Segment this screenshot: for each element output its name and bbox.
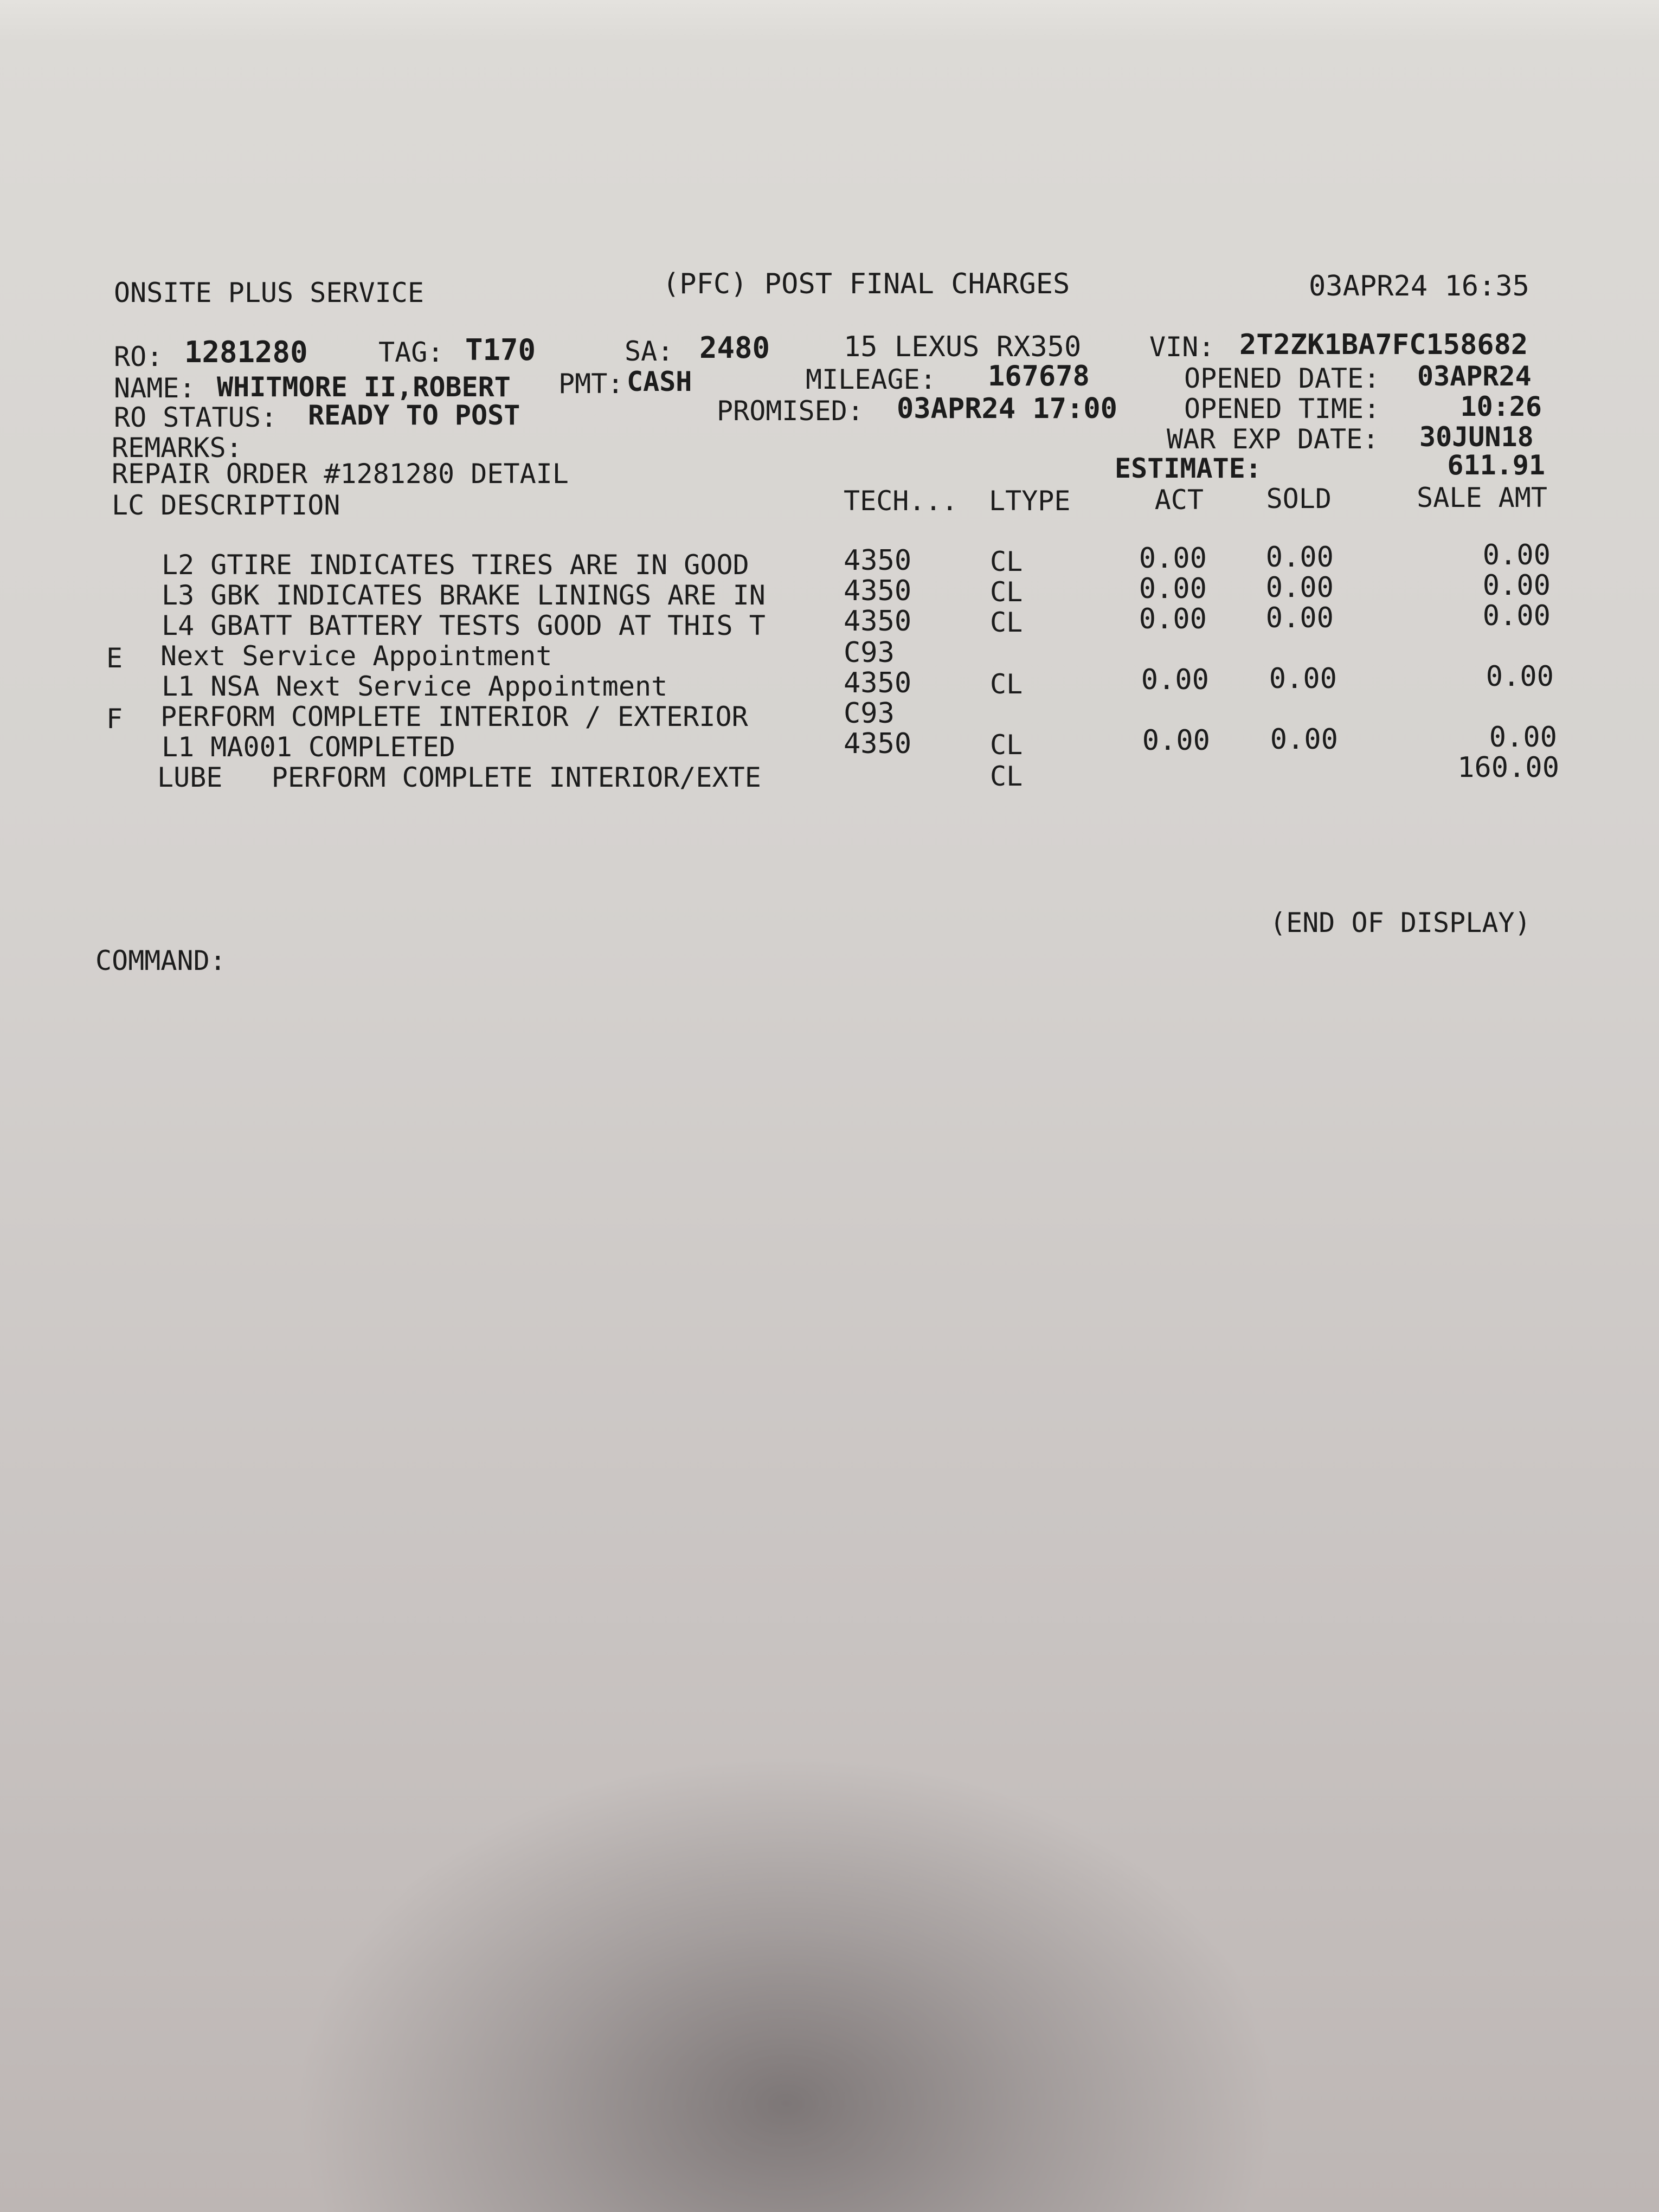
promised-label: PROMISED: <box>717 395 864 427</box>
line-ltype: CL <box>990 668 1023 700</box>
war-exp-value: 30JUN18 <box>1419 421 1534 453</box>
line-ltype: CL <box>990 729 1023 761</box>
line-ltype: CL <box>990 607 1023 638</box>
name-label: NAME: <box>114 372 196 404</box>
sa-label: SA: <box>625 336 674 367</box>
line-ltype: CL <box>990 546 1023 577</box>
mileage-label: MILEAGE: <box>806 364 936 395</box>
line-tech: 4350 <box>844 605 912 638</box>
line-description: L4 GBATT BATTERY TESTS GOOD AT THIS T <box>162 610 766 641</box>
ro-label: RO: <box>114 341 163 372</box>
line-sale-amt: 0.00 <box>1482 569 1551 602</box>
war-exp-label: WAR EXP DATE: <box>1167 423 1379 455</box>
vin-value: 2T2ZK1BA7FC158682 <box>1239 329 1528 361</box>
payment-method: CASH <box>627 366 692 397</box>
line-description: L1 MA001 COMPLETED <box>162 731 455 763</box>
opened-date-value: 03APR24 <box>1417 361 1532 392</box>
opened-time-label: OPENED TIME: <box>1184 393 1380 425</box>
line-description: L2 GTIRE INDICATES TIRES ARE IN GOOD <box>162 549 749 581</box>
line-tech: 4350 <box>844 575 912 607</box>
command-input[interactable] <box>242 946 437 976</box>
line-act: 0.00 <box>1139 603 1207 635</box>
mileage-value: 167678 <box>988 360 1090 393</box>
line-ltype: CL <box>990 761 1023 792</box>
line-tech: 4350 <box>844 667 912 699</box>
vin-label: VIN: <box>1149 331 1215 363</box>
opened-date-label: OPENED DATE: <box>1184 363 1380 394</box>
repair-order-detail-title: REPAIR ORDER #1281280 DETAIL <box>112 458 569 490</box>
column-ltype: LTYPE <box>989 485 1071 517</box>
command-label: COMMAND: <box>95 945 226 976</box>
line-description: PERFORM COMPLETE INTERIOR / EXTERIOR <box>160 701 748 732</box>
ro-status-label: RO STATUS: <box>114 402 278 433</box>
customer-name: WHITMORE II,ROBERT <box>217 371 511 403</box>
photo-shadow <box>0 1561 1659 2212</box>
estimate-value: 611.91 <box>1447 449 1545 481</box>
line-act: 0.00 <box>1139 573 1207 605</box>
screen-datetime: 03APR24 16:35 <box>1309 270 1529 303</box>
estimate-label: ESTIMATE: <box>1115 453 1262 484</box>
column-lc-description: LC DESCRIPTION <box>112 490 340 521</box>
line-tech: C93 <box>844 697 895 730</box>
tag-value: T170 <box>465 333 536 367</box>
line-sale-amt: 160.00 <box>1457 751 1559 784</box>
line-ltype: CL <box>990 576 1023 608</box>
line-sale-amt: 0.00 <box>1482 539 1551 571</box>
line-description: L1 NSA Next Service Appointment <box>162 671 668 702</box>
paper-top-edge <box>0 0 1659 43</box>
system-name: ONSITE PLUS SERVICE <box>114 277 424 308</box>
ro-status-value: READY TO POST <box>308 400 520 431</box>
opened-time-value: 10:26 <box>1460 391 1542 422</box>
line-description: Next Service Appointment <box>160 640 552 672</box>
line-tech: C93 <box>844 636 895 669</box>
column-sale-amt: SALE AMT <box>1417 482 1547 513</box>
line-act: 0.00 <box>1139 542 1207 575</box>
column-sold: SOLD <box>1266 483 1332 515</box>
end-of-display: (END OF DISPLAY) <box>1270 907 1531 938</box>
line-sold: 0.00 <box>1270 723 1338 756</box>
vehicle-description: 15 LEXUS RX350 <box>844 331 1082 363</box>
promised-value: 03APR24 17:00 <box>897 393 1117 425</box>
screen-title: (PFC) POST FINAL CHARGES <box>663 268 1070 300</box>
pmt-label: PMT: <box>558 368 624 400</box>
line-sold: 0.00 <box>1265 541 1334 574</box>
line-description: LUBE PERFORM COMPLETE INTERIOR/EXTE <box>157 762 761 793</box>
line-sale-amt: 0.00 <box>1486 660 1554 693</box>
line-sale-amt: 0.00 <box>1482 600 1551 632</box>
line-description: L3 GBK INDICATES BRAKE LININGS ARE IN <box>162 580 766 611</box>
remarks-label: REMARKS: <box>112 432 242 464</box>
tag-label: TAG: <box>378 337 444 368</box>
sa-value: 2480 <box>699 331 770 365</box>
column-act: ACT <box>1154 484 1204 516</box>
column-tech: TECH... <box>844 485 958 517</box>
line-tech: 4350 <box>844 544 912 577</box>
ro-number: 1281280 <box>184 335 308 369</box>
line-act: 0.00 <box>1142 724 1210 757</box>
line-tech: 4350 <box>844 728 912 760</box>
line-sale-amt: 0.00 <box>1489 721 1557 754</box>
line-sold: 0.00 <box>1269 663 1337 695</box>
line-sold: 0.00 <box>1265 602 1334 634</box>
line-prefix: E <box>106 642 123 674</box>
line-sold: 0.00 <box>1265 571 1334 604</box>
line-act: 0.00 <box>1141 664 1209 696</box>
line-prefix: F <box>106 703 123 735</box>
